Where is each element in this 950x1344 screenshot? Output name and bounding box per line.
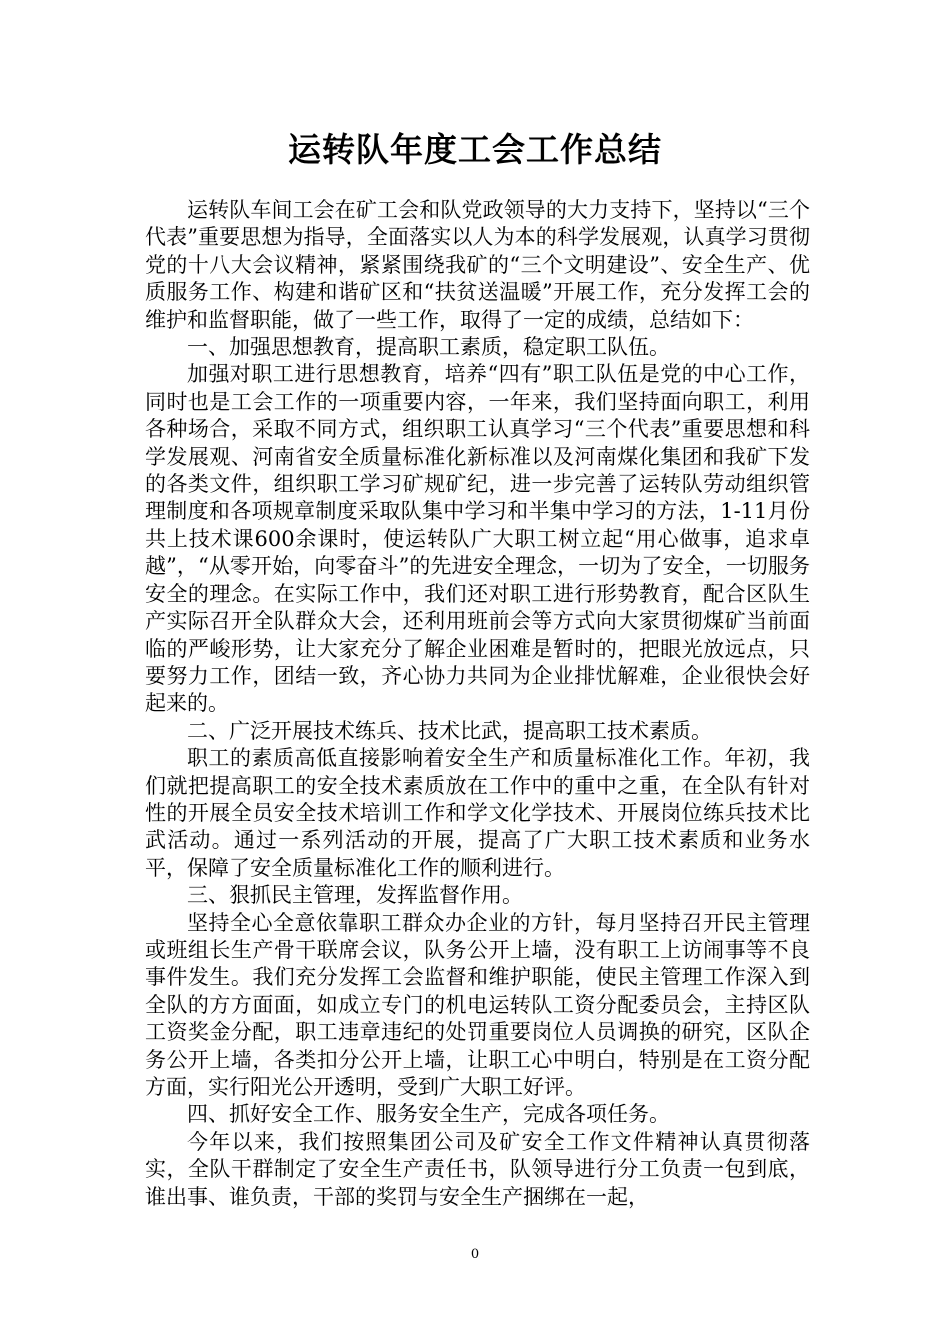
page-number: 0 (470, 1247, 480, 1262)
document-body (145, 197, 810, 1211)
paragraph-section-3: 坚持全心全意依靠职工群众办企业的方针，每月坚持召开民主管理或班组长生产骨干联席会议，队务公开上墙，没有职工上访闹事等不良事件发生。我们充分发挥工会监督和维护职能，使民主管理工作深入到全队的方方面面，如成立专门的机电运转队工资分配委员会，主持区队工资奖金分配，职工违章违纪的处罚重要岗位人员调换的研究，区队企务公开上墙，各类扣分公开上墙，让职工心中明白，特别是在工资分配方面，实行阳光公开透明，受到广大职工好评。 (145, 910, 810, 1099)
paragraph-section-2: 职工的素质高低直接影响着安全生产和质量标准化工作。年初，我们就把提高职工的安全技术素质放在工作中的重中之重，在全队有针对性的开展全员安全技术培训工作和学文化学技术、开展岗位练兵技术比武活动。通过一系列活动的开展，提高了广大职工技术素质和业务水平，保障了安全质量标准化工作的顺利进行。 (145, 746, 810, 880)
document-title: 运转队年度工会工作总结 (288, 130, 662, 169)
section-heading-4: 四、抓好安全工作、服务安全生产，完成各项任务。 (187, 1102, 670, 1127)
paragraph-section-1: 加强对职工进行思想教育，培养“四有”职工队伍是党的中心工作，同时也是工会工作的一项重要内容，一年来，我们坚持面向职工，利用各种场合，采取不同方式，组织职工认真学习“三个代表”重要思想和科学发展观、河南省安全质量标准化新标准以及河南煤化集团和我矿下发的各类文件，组织职工学习矿规矿纪，进一步完善了运转队劳动组织管理制度和各项规章制度采取队集中学习和半集中学习的方法，1-11月份共上技术课600余课时，使运转队广大职工树立起“用心做事，追求卓越”，“从零开始，向零奋斗”的先进安全理念，一切为了安全，一切服务安全的理念。在实际工作中，我们还对职工进行形势教育，配合区队生产实际召开全队群众大会，还利用班前会等方式向大家贯彻煤矿当前面临的严峻形势，让大家充分了解企业困难是暂时的，把眼光放远点，只要努力工作，团结一致，齐心协力共同为企业排忧解难，企业很快会好起来的。 (145, 362, 810, 716)
paragraph-section-4: 今年以来，我们按照集团公司及矿安全工作文件精神认真贯彻落实，全队干群制定了安全生产责任书，队领导进行分工负责一包到底，谁出事、谁负责，干部的奖罚与安全生产捆绑在一起， (145, 1129, 810, 1209)
paragraph-intro: 运转队车间工会在矿工会和队党政领导的大力支持下，坚持以“三个代表”重要思想为指导，全面落实以人为本的科学发展观，认真学习贯彻党的十八大会议精神，紧紧围绕我矿的“三个文明建设”、安全生产、优质服务工作、构建和谐矿区和“扶贫送温暖”开展工作，充分发挥工会的维护和监督职能，做了一些工作，取得了一定的成绩，总结如下： (145, 198, 810, 332)
section-heading-2: 二、广泛开展技术练兵、技术比武，提高职工技术素质。 (187, 718, 712, 743)
section-heading-1: 一、加强思想教育，提高职工素质，稳定职工队伍。 (187, 335, 670, 360)
section-heading-3: 三、狠抓民主管理，发挥监督作用。 (187, 883, 523, 908)
